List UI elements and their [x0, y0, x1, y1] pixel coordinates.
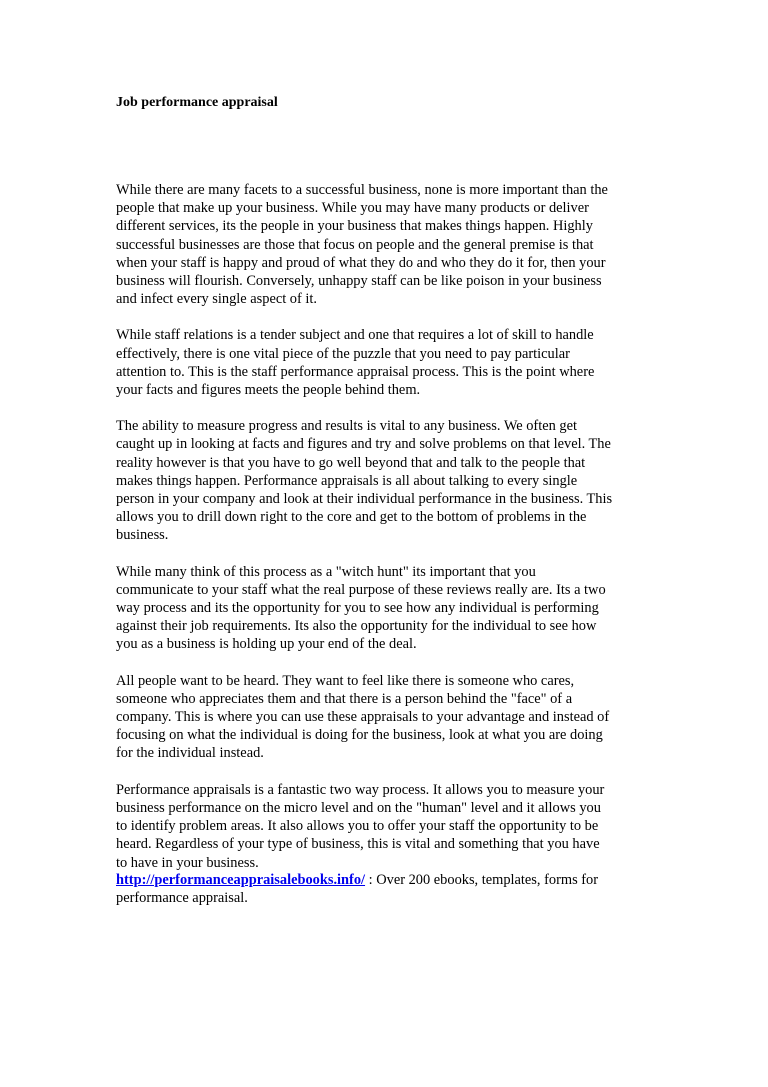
text-line: focusing on what the individual is doing for the business, look at what you are doing — [116, 727, 603, 744]
text-line: you as a business is holding up your end of the deal. — [116, 636, 417, 653]
paragraph-6 — [116, 781, 656, 872]
text-line: While there are many facets to a successful business, none is more important than the — [116, 182, 608, 198]
text-line: reality however is that you have to go well beyond that and talk to the people that — [116, 454, 586, 471]
text-line: effectively, there is one vital piece of the puzzle that you need to pay particular — [116, 345, 570, 362]
text-line: business. — [116, 527, 169, 544]
text-line: While staff relations is a tender subject and one that requires a lot of skill to handle — [116, 327, 594, 344]
text-line: way process and its the opportunity for you to see how any individual is performing — [116, 600, 599, 617]
text-line: different services, its the people in your business that makes things happen. Highly — [116, 218, 593, 235]
text-line: business will flourish. Conversely, unhappy staff can be like poison in your business — [116, 273, 602, 290]
footer-line-2: performance appraisal. — [116, 890, 248, 907]
text-line: All people want to be heard. They want to feel like there is someone who cares, — [116, 672, 575, 689]
text-line: someone who appreciates them and that there is a person behind the "face" of a — [116, 690, 573, 707]
text-line: successful businesses are those that focus on people and the general premise is that — [116, 236, 594, 253]
ebooks-link[interactable]: http://performanceappraisalebooks.info/ — [116, 872, 366, 888]
document-title: Job performance appraisal — [116, 95, 278, 110]
text-line: makes things happen. Performance appraisals is all about talking to every single — [116, 472, 578, 489]
paragraph-5 — [116, 672, 656, 763]
text-line: your facts and figures meets the people behind them. — [116, 382, 421, 399]
text-line: to identify problem areas. It also allows you to offer your staff the opportunity to be — [116, 818, 599, 835]
text-line: caught up in looking at facts and figures and try and solve problems on that level. The — [116, 436, 611, 453]
text-line: communicate to your staff what the real purpose of these reviews really are. Its a two — [116, 581, 606, 598]
footer-note — [116, 871, 656, 907]
paragraph-1 — [116, 181, 656, 308]
footer-description: : Over 200 ebooks, templates, forms for — [365, 872, 599, 888]
text-line: to have in your business. — [116, 854, 259, 871]
paragraph-2 — [116, 326, 656, 399]
text-line: heard. Regardless of your type of business, this is vital and something that you have — [116, 836, 600, 853]
text-line: Performance appraisals is a fantastic two way process. It allows you to measure your — [116, 781, 605, 798]
text-line: person in your company and look at their individual performance in the business. This — [116, 491, 613, 508]
text-line: against their job requirements. Its also the opportunity for the individual to see how — [116, 618, 597, 635]
paragraph-3 — [116, 417, 656, 544]
text-line: While many think of this process as a "witch hunt" its important that you — [116, 563, 536, 580]
text-line: people that make up your business. While you may have many products or deliver — [116, 200, 589, 217]
text-line: for the individual instead. — [116, 745, 264, 762]
document-body — [116, 181, 656, 890]
text-line: allows you to drill down right to the core and get to the bottom of problems in the — [116, 509, 587, 526]
text-line: attention to. This is the staff performance appraisal process. This is the point where — [116, 363, 595, 380]
text-line: and infect every single aspect of it. — [116, 291, 317, 308]
text-line: when your staff is happy and proud of what they do and who they do it for, then your — [116, 254, 606, 271]
text-line: company. This is where you can use these appraisals to your advantage and instead of — [116, 709, 610, 726]
text-line: business performance on the micro level and on the "human" level and it allows you — [116, 799, 601, 816]
paragraph-4 — [116, 563, 656, 654]
text-line: The ability to measure progress and results is vital to any business. We often get — [116, 418, 577, 435]
footer-line-1 — [116, 871, 656, 889]
